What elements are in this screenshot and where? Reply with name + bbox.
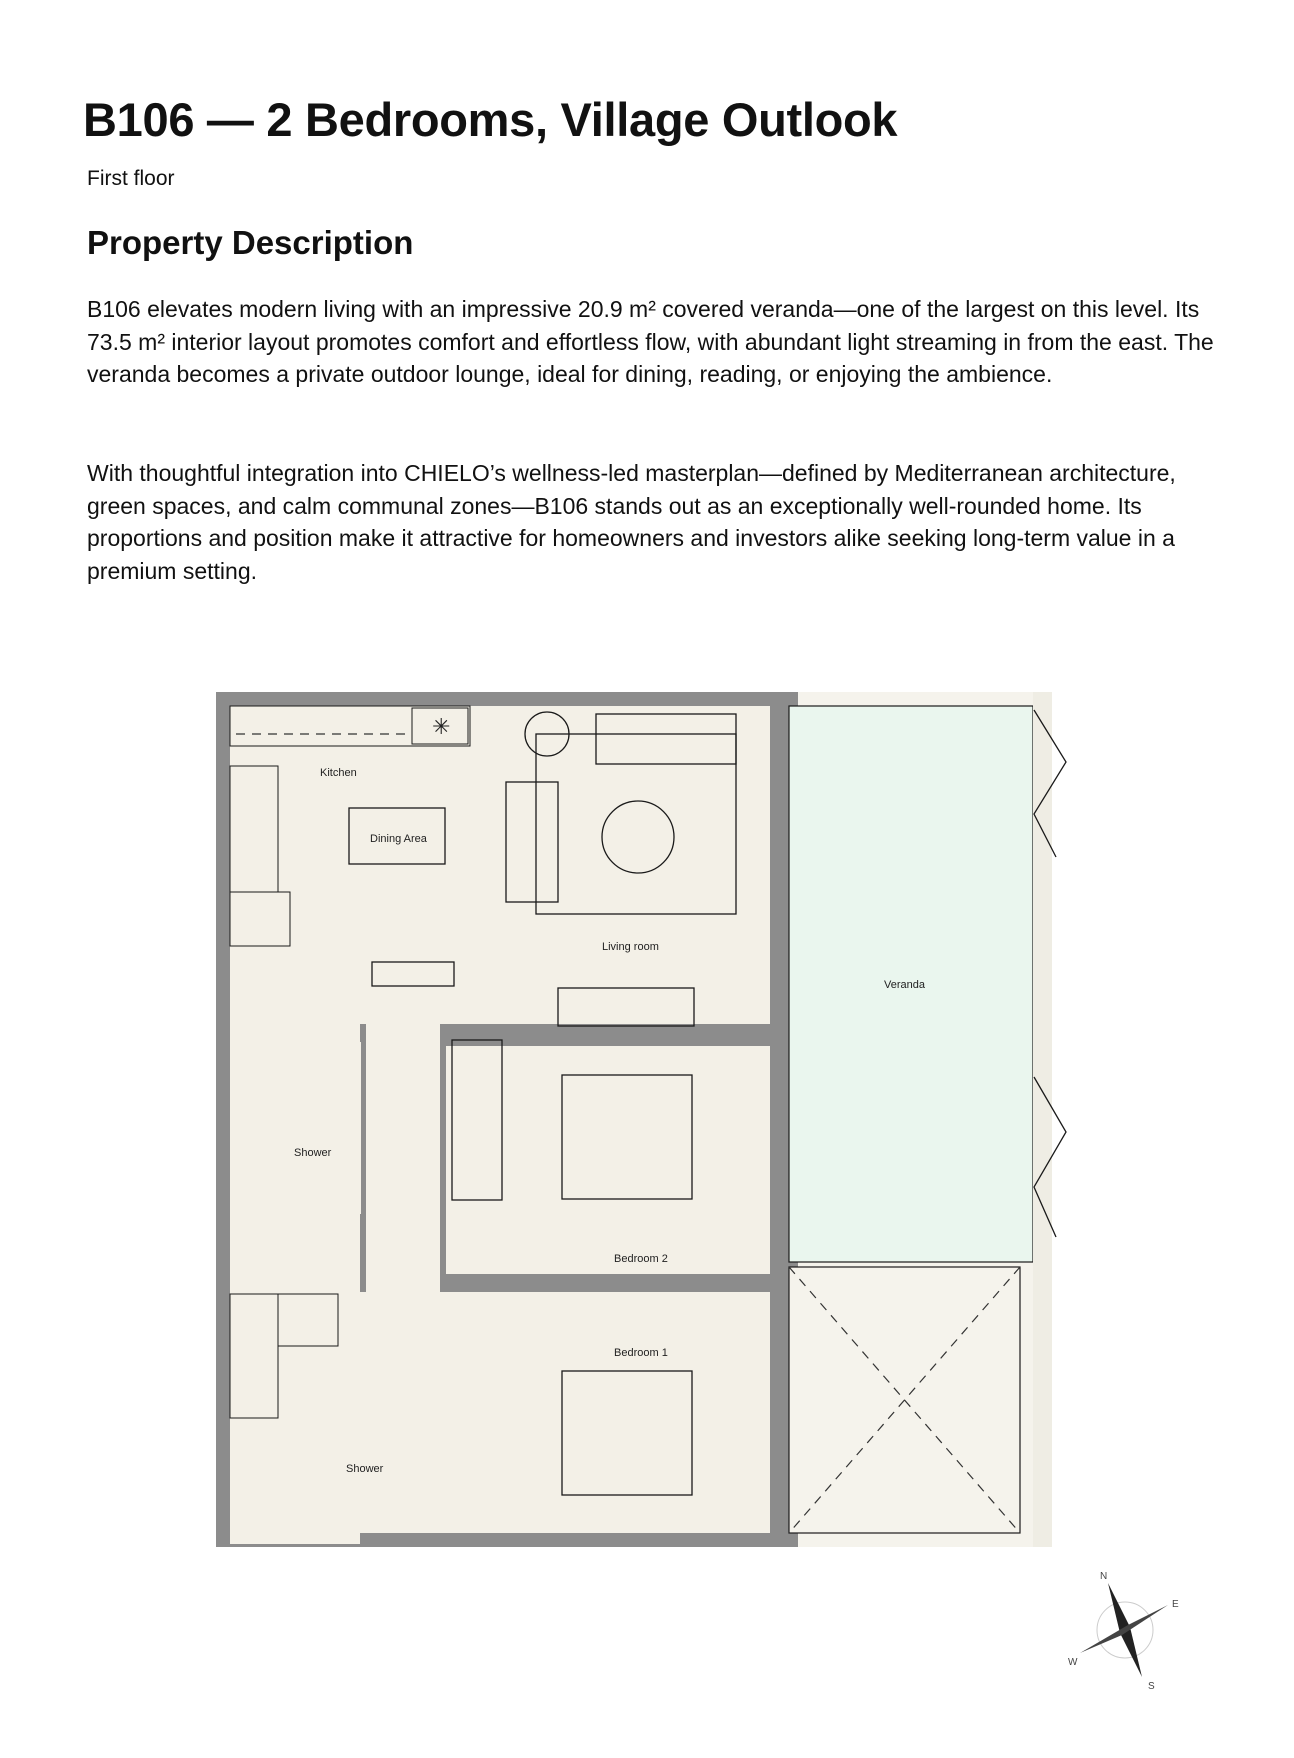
kitchen-counter-side: [230, 766, 278, 896]
veranda-edge: [1033, 692, 1052, 1547]
description-paragraph-2: With thoughtful integration into CHIELO’s wellness-led masterplan—defined by Mediterranean architecture, green spaces, and calm communal zones—B106 stands out as an exceptionally well-rounded home. Its proportions and position make it attractive for homeowners and investors alike seeking long-term value in a premium setting.: [87, 460, 1176, 584]
label-shower-1: Shower: [294, 1147, 332, 1159]
floor-subtitle: First floor: [87, 167, 175, 190]
compass-rose: [1060, 1565, 1190, 1695]
closet-block: [278, 1294, 338, 1346]
hall-floor: [366, 1024, 440, 1439]
extractor-icon: ✳: [432, 714, 451, 739]
label-veranda: Veranda: [884, 979, 925, 991]
bedroom2-floor: [446, 1046, 770, 1274]
compass-w: W: [1068, 1657, 1078, 1668]
wardrobe-block: [230, 1294, 278, 1418]
label-dining: Dining Area: [370, 833, 427, 845]
kitchen-living-floor: [230, 706, 770, 1024]
compass-n: N: [1100, 1571, 1108, 1582]
compass-s: S: [1148, 1681, 1155, 1692]
label-shower-2: Shower: [346, 1463, 384, 1475]
compass-star-secondary: [1080, 1605, 1168, 1653]
bathroom2-floor: [230, 1434, 460, 1533]
fridge: [230, 892, 290, 946]
section-heading: Property Description: [87, 224, 414, 261]
label-living: Living room: [602, 941, 659, 953]
label-bedroom-1: Bedroom 1: [614, 1347, 668, 1359]
compass-e: E: [1172, 1599, 1179, 1610]
label-bedroom-2: Bedroom 2: [614, 1253, 668, 1265]
description-paragraph-1: B106 elevates modern living with an impressive 20.9 m² covered veranda—one of the largest on this level. Its 73.5 m² interior layout promotes comfort and effortless flow, with abundant light streaming in from the east. The veranda becomes a private outdoor lounge, ideal for dining, reading, or enjoying the ambience.: [87, 296, 1214, 387]
page-title: B106 — 2 Bedrooms, Village Outlook: [83, 93, 898, 146]
floor-plan: [216, 692, 1076, 1547]
label-kitchen: Kitchen: [320, 767, 357, 779]
bathroom1-floor: [230, 1042, 361, 1214]
